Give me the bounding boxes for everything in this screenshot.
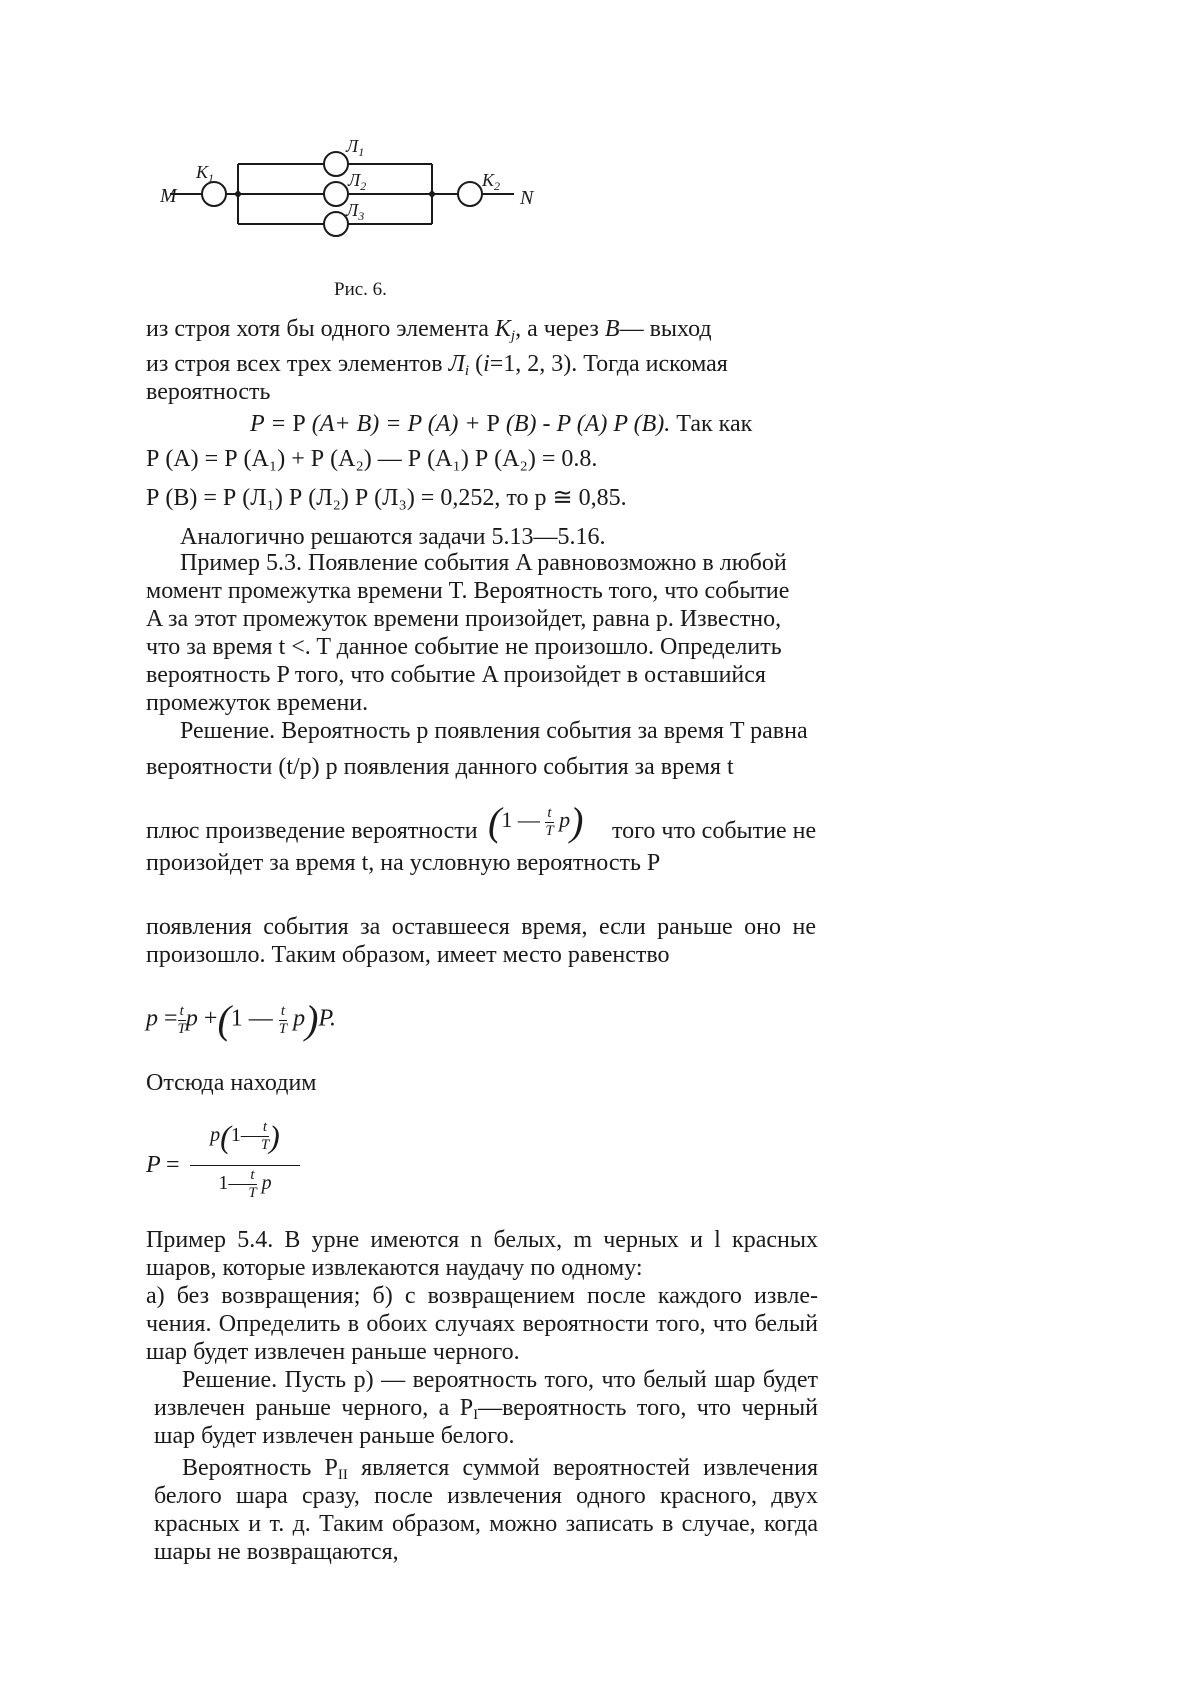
circuit-diagram bbox=[160, 140, 580, 280]
sol54-line-2: извлечен раньше черного, а $Р_I—вероятность$ того, что черный bbox=[154, 1395, 818, 1423]
solution-line-1: Решение. Вероятность p появления события за время T равна bbox=[180, 718, 808, 744]
otsyuda-line: Отсюда находим bbox=[146, 1070, 317, 1096]
solution-line-2: вероятности (t/p) p появления данного события за время t bbox=[146, 754, 734, 780]
formula-equality: p = $\frac{t}{T}$ p +(1 — $\frac{t}{T}$ p)P. bbox=[146, 997, 337, 1042]
label-L1: $Л_1$ bbox=[346, 140, 365, 159]
sol54-line-6: красных и т. д. Таким образом, можно записать в случае, когда bbox=[154, 1511, 818, 1537]
ex53-line-6: промежуток времени. bbox=[146, 690, 369, 716]
ex53-line-4: что за время t <. T данное событие не произошло. Определить bbox=[146, 634, 782, 660]
solution-line-6: произошло. Таким образом, имеет место равенство bbox=[146, 942, 670, 968]
line-2: из строя всех трех элементов $Л_i$ (i=1, 2, 3). Тогда искомая bbox=[146, 351, 728, 379]
ex54-line-1: Пример 5.4. В урне имеются n белых, m черных и l красных bbox=[146, 1227, 818, 1253]
solution-line-3b: того что событие не bbox=[612, 818, 817, 844]
circuit-figure bbox=[160, 140, 580, 280]
line-3: вероятность bbox=[146, 379, 271, 405]
ex53-line-2: момент промежутка времени T. Вероятность того, что событие bbox=[146, 578, 790, 604]
ex53-line-1: Пример 5.3. Появление события A равновозможно в любой bbox=[180, 550, 787, 576]
ex53-line-5: вероятность P того, что событие A произойдет в оставшийся bbox=[146, 662, 766, 688]
k2-element bbox=[458, 182, 482, 206]
solution-line-4: произойдет за время t, на условную вероятность P bbox=[146, 850, 661, 876]
ex54-line-3: а) без возвращения; б) с возвращением после каждого извле- bbox=[146, 1283, 818, 1309]
sol54-line-3: шар будет извлечен раньше белого. bbox=[154, 1423, 515, 1449]
l1-element bbox=[324, 152, 348, 176]
l3-element bbox=[324, 212, 348, 236]
line-4: P = Р (A+ B) = P (A) + Р (B) - P (A) P (B). Так как bbox=[250, 411, 753, 437]
sol54-line-7: шары не возвращаются, bbox=[154, 1539, 399, 1565]
line-6: Р (B) = Р (Л₁) Р (Л₂) Р (Л₃) = 0,252, то р ≅ 0,85. bbox=[146, 485, 627, 511]
label-N: N bbox=[520, 187, 534, 209]
solution-line-5: появления события за оставшееся время, если раньше оно не bbox=[146, 914, 816, 940]
solution-line-3: плюс произведение вероятности bbox=[146, 818, 478, 844]
line-1: из строя хотя бы одного элемента $K_j$, а через B— выход bbox=[146, 316, 712, 344]
figure-caption: Рис. 6. bbox=[334, 279, 387, 300]
label-M: М bbox=[160, 185, 177, 207]
sol54-line-1: Решение. Пусть р) — вероятность того, что белый шар будет bbox=[182, 1367, 818, 1393]
inline-formula-1: (1 — $\frac{t}{T}$ p) bbox=[488, 799, 584, 844]
ex53-line-3: A за этот промежуток времени произойдет, равна p. Известно, bbox=[146, 606, 782, 632]
formula-result: P = p(1— $\frac{t}{T}$ ) 1— $\frac{t}{T}$ p bbox=[146, 1120, 306, 1210]
ex54-line-5: шар будет извлечен раньше черного. bbox=[146, 1339, 520, 1365]
line-7: Аналогично решаются задачи 5.13—5.16. bbox=[180, 524, 606, 550]
sol54-line-5: белого шара сразу, после извлечения одного красного, двух bbox=[154, 1483, 818, 1509]
ex54-line-4: чения. Определить в обоих случаях вероятности того, что белый bbox=[146, 1311, 818, 1337]
label-K1: $К_1$ bbox=[196, 162, 214, 185]
l2-element bbox=[324, 182, 348, 206]
label-L3: $Л_3$ bbox=[346, 200, 365, 223]
line-5: Р (A) = Р (A₁) + Р (A₂) — Р (A₁) Р (A₂) = 0.8. bbox=[146, 446, 598, 472]
ex54-line-2: шаров, которые извлекаются наудачу по одному: bbox=[146, 1255, 643, 1281]
k1-element bbox=[202, 182, 226, 206]
label-L2: $Л_2$ bbox=[348, 170, 367, 193]
sol54-line-4: Вероятность $Р_{II}$ является суммой вероятностей извлечения bbox=[182, 1455, 819, 1483]
label-K2: $К_2$ bbox=[482, 170, 500, 193]
